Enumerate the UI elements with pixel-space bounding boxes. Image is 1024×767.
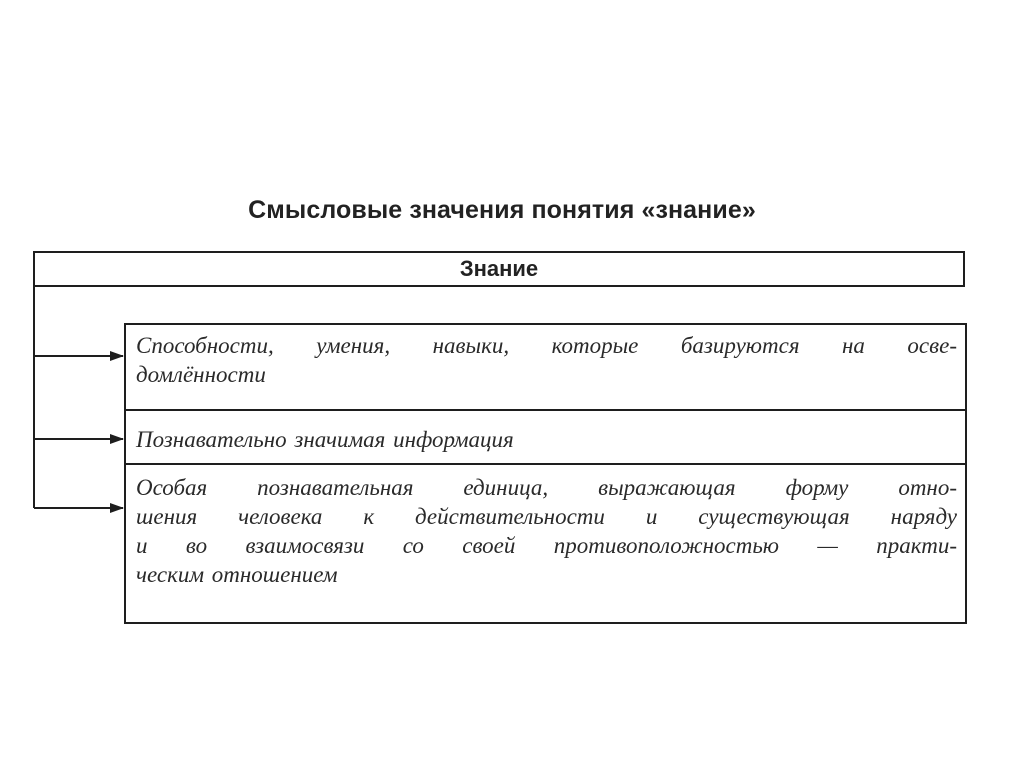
meaning-item-2-line-1: Познавательно значимая информация bbox=[136, 427, 514, 452]
meanings-list-box bbox=[124, 323, 967, 624]
meaning-item-1-line-1: Способности, умения, навыки, которые базируются на осве- bbox=[136, 333, 957, 358]
root-node-box bbox=[33, 251, 965, 287]
meaning-item-3-line-2: шения человека к действительности и существующая наряду bbox=[136, 504, 957, 529]
meaning-item-3 bbox=[126, 473, 965, 613]
meaning-item-1 bbox=[126, 331, 965, 411]
meaning-item-3-line-4: ческим отношением bbox=[136, 562, 338, 587]
root-node-label: Знание bbox=[459, 256, 539, 281]
meaning-item-2 bbox=[126, 413, 965, 465]
meaning-item-1-line-2: домлённости bbox=[136, 362, 266, 387]
diagram-title: Смысловые значения понятия «знание» bbox=[248, 196, 756, 224]
meaning-item-3-line-1: Особая познавательная единица, выражающая форму отно- bbox=[136, 475, 957, 500]
meaning-item-3-line-3: и во взаимосвязи со своей противоположностью — практи- bbox=[136, 533, 957, 558]
